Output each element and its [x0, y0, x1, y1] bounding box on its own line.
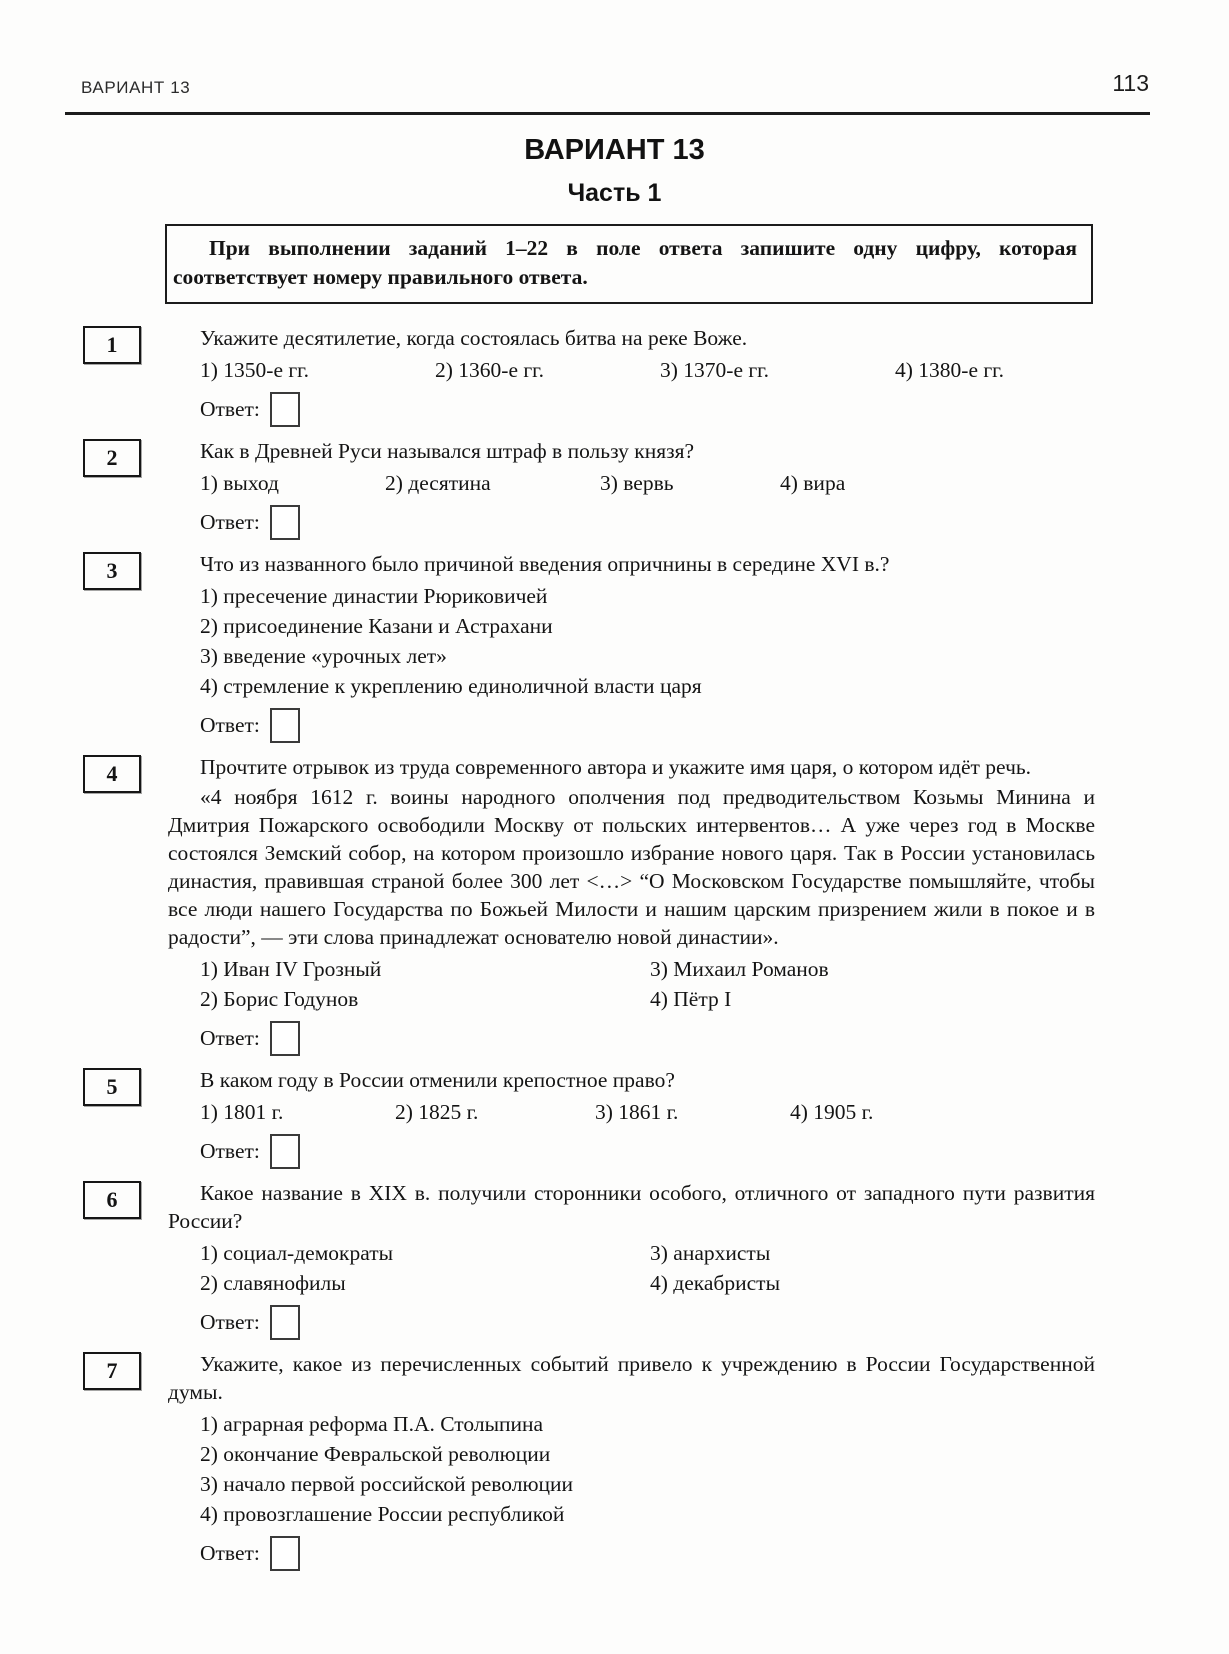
question-2 — [83, 437, 1229, 540]
question-number: 6 — [106, 1187, 118, 1212]
option-4: 4) стремление к укреплению единоличной власти царя — [200, 674, 702, 698]
page-subtitle: Часть 1 — [567, 179, 662, 207]
option-1: 1) социал-демократы — [200, 1241, 394, 1265]
option-1: 1) пресечение династии Рюриковичей — [200, 584, 548, 608]
answer-input-box[interactable] — [270, 708, 300, 743]
header-rule — [65, 112, 1150, 115]
question-2-options — [200, 469, 1095, 498]
page-number: 113 — [1112, 70, 1149, 96]
question-number: 4 — [106, 761, 118, 786]
option-2: 2) славянофилы — [200, 1271, 346, 1295]
answer-row — [200, 708, 1095, 743]
option-4: 4) декабристы — [650, 1271, 781, 1295]
questions-list — [0, 324, 1229, 1571]
answer-input-box[interactable] — [270, 1134, 300, 1169]
option-3: 3) начало первой российской революции — [200, 1472, 574, 1496]
question-7 — [83, 1350, 1229, 1571]
question-number: 7 — [106, 1358, 118, 1383]
option-4: 4) провозглашение России республикой — [200, 1502, 565, 1526]
answer-label: Ответ: — [200, 1139, 260, 1163]
answer-input-box[interactable] — [270, 505, 300, 540]
answer-label: Ответ: — [200, 510, 260, 534]
question-number: 5 — [106, 1074, 118, 1099]
option-1: 1) аграрная реформа П.А. Столыпина — [200, 1412, 544, 1436]
question-stem: Какое название в XIX в. получили сторонники особого, отличного от западного пути развития России? — [168, 1181, 1095, 1233]
option-1: 1) 1350-е гг. — [200, 358, 309, 382]
question-5-body — [168, 1066, 1095, 1169]
answer-label: Ответ: — [200, 1026, 260, 1050]
question-7-body — [168, 1350, 1095, 1571]
question-4-options — [200, 955, 1095, 1014]
question-stem: В каком году в России отменили крепостное право? — [200, 1068, 675, 1092]
option-2: 2) десятина — [385, 471, 491, 495]
option-2: 2) 1360-е гг. — [435, 358, 544, 382]
answer-row — [200, 392, 1095, 427]
answer-label: Ответ: — [200, 397, 260, 421]
question-1-number-box — [83, 326, 141, 364]
question-3 — [83, 550, 1229, 743]
answer-row — [200, 1021, 1095, 1056]
answer-input-box[interactable] — [270, 1305, 300, 1340]
instruction-box: При выполнении заданий 1–22 в поле ответа запишите одну цифру, которая соответствует номеру правильного ответа. — [165, 224, 1093, 304]
answer-label: Ответ: — [200, 1541, 260, 1565]
answer-row — [200, 505, 1095, 540]
question-2-body — [168, 437, 1095, 540]
question-1 — [83, 324, 1229, 427]
option-4: 4) 1380-е гг. — [895, 358, 1004, 382]
question-6-body — [168, 1179, 1095, 1340]
question-stem: Прочтите отрывок из труда современного автора и укажите имя царя, о котором идёт речь. — [200, 755, 1032, 779]
question-number: 3 — [106, 558, 118, 583]
page-content — [0, 128, 1229, 1581]
running-header: ВАРИАНТ 13 — [81, 78, 191, 97]
question-4-number-box — [83, 755, 141, 793]
option-4: 4) Пётр I — [650, 987, 732, 1011]
option-3: 3) Михаил Романов — [650, 957, 829, 981]
question-5-number-box — [83, 1068, 141, 1106]
question-3-number-box — [83, 552, 141, 590]
question-stem: Как в Древней Руси назывался штраф в пользу князя? — [200, 439, 695, 463]
answer-label: Ответ: — [200, 713, 260, 737]
question-number: 2 — [106, 445, 118, 470]
answer-label: Ответ: — [200, 1310, 260, 1334]
answer-row — [200, 1305, 1095, 1340]
option-3: 3) анархисты — [650, 1241, 771, 1265]
question-number: 1 — [106, 332, 118, 357]
option-2: 2) Борис Годунов — [200, 987, 359, 1011]
answer-input-box[interactable] — [270, 1536, 300, 1571]
question-1-body — [168, 324, 1095, 427]
answer-input-box[interactable] — [270, 1021, 300, 1056]
page-title: ВАРИАНТ 13 — [524, 134, 705, 166]
question-stem: Укажите, какое из перечисленных событий привело к учреждению в России Государственной думы. — [168, 1352, 1095, 1404]
option-4: 4) 1905 г. — [790, 1100, 874, 1124]
option-3: 3) вервь — [600, 471, 674, 495]
option-3: 3) 1861 г. — [595, 1100, 679, 1124]
question-5-options — [200, 1098, 1095, 1127]
answer-row — [200, 1536, 1095, 1571]
question-7-number-box — [83, 1352, 141, 1390]
option-2: 2) присоединение Казани и Астрахани — [200, 614, 553, 638]
question-5 — [83, 1066, 1229, 1169]
question-2-number-box — [83, 439, 141, 477]
question-3-options — [200, 582, 1095, 701]
answer-input-box[interactable] — [270, 392, 300, 427]
option-2: 2) окончание Февральской революции — [200, 1442, 551, 1466]
question-7-options — [200, 1410, 1095, 1529]
option-3: 3) введение «урочных лет» — [200, 644, 447, 668]
option-1: 1) Иван IV Грозный — [200, 957, 382, 981]
option-1: 1) 1801 г. — [200, 1100, 284, 1124]
question-1-options — [200, 356, 1095, 385]
question-6 — [83, 1179, 1229, 1340]
question-4-body — [168, 753, 1095, 1056]
answer-row — [200, 1134, 1095, 1169]
question-passage: «4 ноября 1612 г. воины народного ополчения под предводительством Козьмы Минина и Дмитрия Пожарского освободили Москву от польских интервентов… А уже через год в Москве состоялся Земский собор, на котором произошло избрание нового царя. Так в России установилась династия, правившая страной более 300 лет <…> “О Московском Государстве помышляйте, чтобы все люди нашего Государства по Божьей Милости и нашим царским призрением жили в покое и в радости”, — эти слова принадлежат основателю новой династии». — [168, 785, 1095, 949]
question-4 — [83, 753, 1229, 1056]
question-6-options — [200, 1239, 1095, 1298]
question-stem: Укажите десятилетие, когда состоялась битва на реке Воже. — [200, 326, 748, 350]
question-6-number-box — [83, 1181, 141, 1219]
option-4: 4) вира — [780, 471, 846, 495]
option-3: 3) 1370-е гг. — [660, 358, 769, 382]
option-2: 2) 1825 г. — [395, 1100, 479, 1124]
option-1: 1) выход — [200, 471, 279, 495]
question-3-body — [168, 550, 1095, 743]
question-stem: Что из названного было причиной введения опричнины в середине XVI в.? — [200, 552, 890, 576]
